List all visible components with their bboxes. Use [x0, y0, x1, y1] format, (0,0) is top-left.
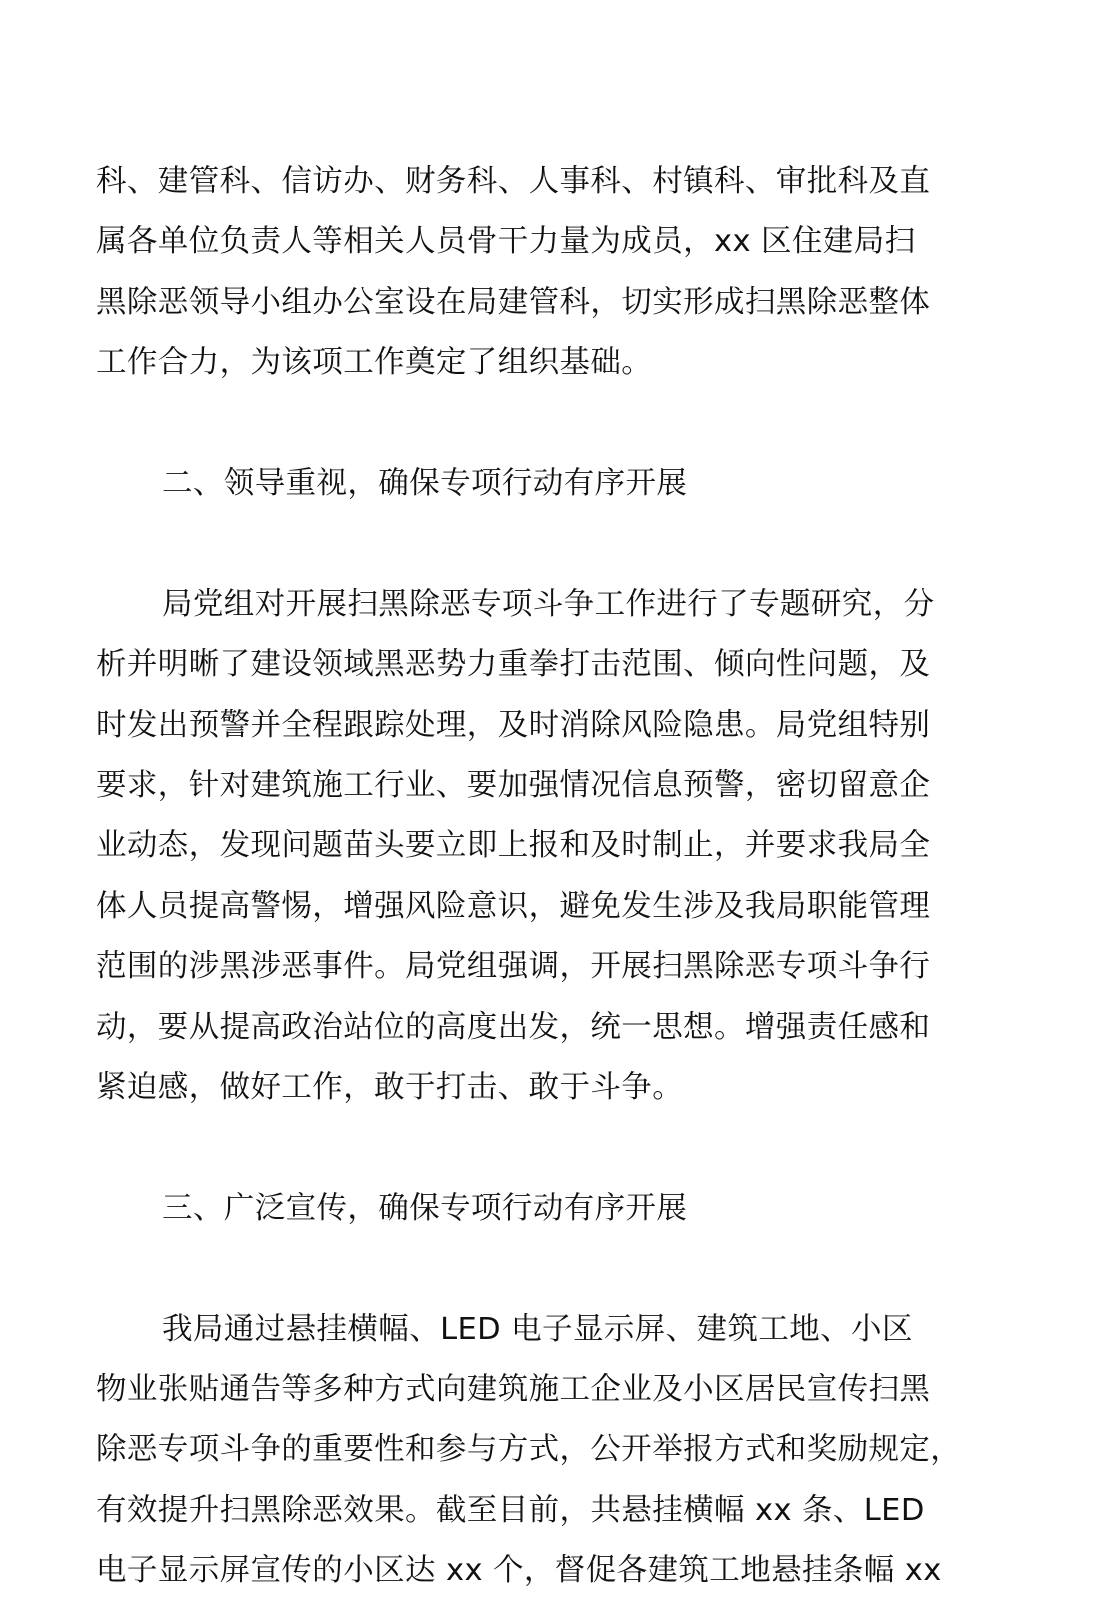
- document-body: [96, 152, 1002, 1602]
- paragraph-leadership: [96, 575, 1002, 1119]
- text-line: 析并明晰了建设领域黑恶势力重拳打击范围、倾向性问题，及: [96, 647, 931, 683]
- paragraph-spacer: [96, 514, 1002, 574]
- text-line: 要求，针对建筑施工行业、要加强情况信息预警，密切留意企: [96, 768, 931, 804]
- text-line: 黑除恶领导小组办公室设在局建管科，切实形成扫黑除恶整体: [96, 284, 931, 320]
- paragraph-spacer: [96, 394, 1002, 454]
- section-heading-3: [96, 1179, 1002, 1239]
- text-line: 有效提升扫黑除恶效果。截至目前，共悬挂横幅 xx 条、LED: [96, 1492, 925, 1528]
- text-line: 体人员提高警惕，增强风险意识，避免发生涉及我局职能管理: [96, 888, 931, 924]
- text-line: 紧迫感，做好工作，敢于打击、敢于斗争。: [96, 1070, 684, 1106]
- paragraph-org-structure: [96, 152, 1002, 394]
- text-line: 科、建管科、信访办、财务科、人事科、村镇科、审批科及直: [96, 164, 931, 199]
- section-heading-2: [96, 454, 1002, 514]
- text-line: 物业张贴通告等多种方式向建筑施工企业及小区居民宣传扫黑: [96, 1372, 931, 1408]
- text-line: 除恶专项斗争的重要性和参与方式，公开举报方式和奖励规定，: [96, 1432, 962, 1468]
- text-line: 范围的涉黑涉恶事件。局党组强调，开展扫黑除恶专项斗争行: [96, 949, 931, 985]
- text-line: 属各单位负责人等相关人员骨干力量为成员，xx 区住建局扫: [96, 224, 916, 260]
- text-line: 局党组对开展扫黑除恶专项斗争工作进行了专题研究，分: [162, 586, 935, 622]
- text-line: 工作合力，为该项工作奠定了组织基础。: [96, 345, 653, 381]
- text-line: 时发出预警并全程跟踪处理，及时消除风险隐患。局党组特别: [96, 707, 931, 743]
- paragraph-spacer: [96, 1239, 1002, 1299]
- text-line: 电子显示屏宣传的小区达 xx 个，督促各建筑工地悬挂条幅 xx: [96, 1553, 942, 1589]
- paragraph-publicity: [96, 1300, 1002, 1602]
- text-line: 我局通过悬挂横幅、LED 电子显示屏、建筑工地、小区: [162, 1311, 913, 1347]
- text-line: 业动态，发现问题苗头要立即上报和及时制止，并要求我局全: [96, 828, 931, 864]
- section-heading-text: 三、广泛宣传，确保专项行动有序开展: [162, 1190, 688, 1226]
- text-line: 动，要从提高政治站位的高度出发，统一思想。增强责任感和: [96, 1009, 931, 1045]
- paragraph-spacer: [96, 1118, 1002, 1178]
- section-heading-text: 二、领导重视，确保专项行动有序开展: [162, 466, 688, 502]
